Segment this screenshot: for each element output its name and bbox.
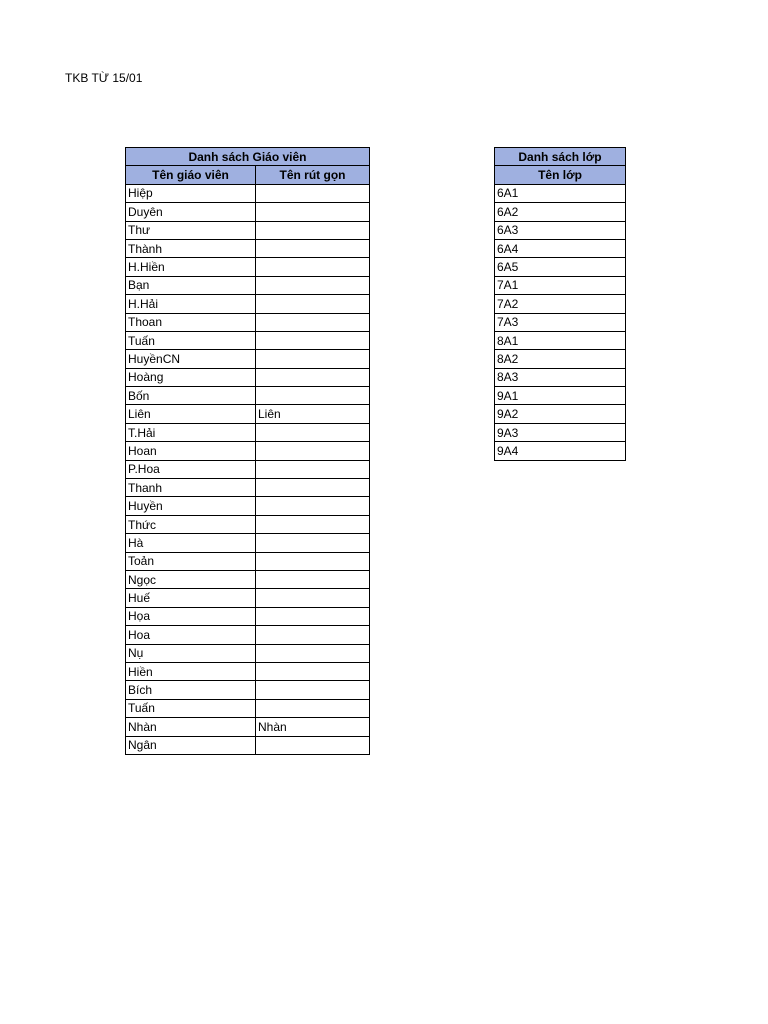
teacher-name-cell[interactable]: Tuấn [126, 699, 256, 717]
teacher-row [126, 570, 370, 588]
teacher-row [126, 276, 370, 294]
class-row [495, 258, 626, 276]
short-name-cell[interactable] [256, 479, 370, 497]
teacher-row [126, 295, 370, 313]
teacher-row [126, 736, 370, 754]
teacher-name-cell[interactable]: Liên [126, 405, 256, 423]
teacher-row [126, 258, 370, 276]
class-name-cell[interactable]: 7A3 [495, 313, 626, 331]
class-name-cell[interactable]: 8A3 [495, 368, 626, 386]
short-name-cell[interactable] [256, 607, 370, 625]
short-name-cell[interactable] [256, 258, 370, 276]
class-row [495, 405, 626, 423]
teacher-name-cell[interactable]: Thanh [126, 479, 256, 497]
class-name-cell[interactable]: 8A1 [495, 331, 626, 349]
short-name-cell[interactable] [256, 644, 370, 662]
teacher-name-cell[interactable]: Nụ [126, 644, 256, 662]
short-name-cell[interactable]: Liên [256, 405, 370, 423]
short-name-cell[interactable] [256, 239, 370, 257]
class-row [495, 184, 626, 202]
teacher-row [126, 331, 370, 349]
short-name-cell[interactable] [256, 221, 370, 239]
teacher-name-cell[interactable]: Ngọc [126, 570, 256, 588]
class-list-title: Danh sách lớp [495, 148, 626, 166]
teacher-name-cell[interactable]: Thức [126, 515, 256, 533]
teacher-row [126, 368, 370, 386]
class-name-cell[interactable]: 7A2 [495, 295, 626, 313]
teacher-row [126, 589, 370, 607]
short-name-cell[interactable] [256, 515, 370, 533]
teacher-row [126, 460, 370, 478]
teacher-row [126, 239, 370, 257]
class-name-cell[interactable]: 9A2 [495, 405, 626, 423]
teacher-name-cell[interactable]: Toản [126, 552, 256, 570]
teacher-list-table [125, 147, 370, 755]
short-name-cell[interactable] [256, 736, 370, 754]
teacher-row [126, 184, 370, 202]
teacher-name-cell[interactable]: Nhàn [126, 718, 256, 736]
teacher-name-cell[interactable]: Hà [126, 534, 256, 552]
teacher-row [126, 203, 370, 221]
short-name-cell[interactable] [256, 350, 370, 368]
class-name-cell[interactable]: 9A3 [495, 423, 626, 441]
teacher-name-cell[interactable]: Huyền [126, 497, 256, 515]
class-row [495, 387, 626, 405]
teacher-name-cell[interactable]: Hoàng [126, 368, 256, 386]
class-row [495, 295, 626, 313]
teacher-row [126, 221, 370, 239]
teacher-name-cell[interactable]: Thoan [126, 313, 256, 331]
teacher-name-cell[interactable]: P.Hoa [126, 460, 256, 478]
teacher-name-cell[interactable]: Bích [126, 681, 256, 699]
class-row [495, 313, 626, 331]
short-name-cell[interactable] [256, 442, 370, 460]
teacher-row [126, 405, 370, 423]
short-name-cell[interactable] [256, 570, 370, 588]
short-name-cell[interactable] [256, 184, 370, 202]
class-list-table [494, 147, 626, 461]
short-name-cell[interactable] [256, 497, 370, 515]
short-name-cell[interactable] [256, 276, 370, 294]
teacher-row [126, 442, 370, 460]
teacher-row [126, 644, 370, 662]
class-name-cell[interactable]: 6A2 [495, 203, 626, 221]
teacher-row [126, 718, 370, 736]
class-name-cell[interactable]: 6A4 [495, 239, 626, 257]
teacher-name-cell[interactable]: Hiền [126, 662, 256, 680]
teacher-row [126, 681, 370, 699]
teacher-row [126, 607, 370, 625]
class-name-cell[interactable]: 9A1 [495, 387, 626, 405]
short-name-cell[interactable] [256, 534, 370, 552]
column-header-class-name: Tên lớp [495, 166, 626, 184]
teacher-row [126, 350, 370, 368]
class-row [495, 423, 626, 441]
column-header-short-name: Tên rút gọn [256, 166, 370, 184]
class-name-cell[interactable]: 6A5 [495, 258, 626, 276]
teacher-name-cell[interactable]: Hoan [126, 442, 256, 460]
class-name-cell[interactable]: 6A1 [495, 184, 626, 202]
teacher-row [126, 699, 370, 717]
class-row [495, 331, 626, 349]
short-name-cell[interactable] [256, 331, 370, 349]
teacher-row [126, 497, 370, 515]
teacher-row [126, 662, 370, 680]
teacher-name-cell[interactable]: H.Hiền [126, 258, 256, 276]
teacher-name-cell[interactable]: Tuấn [126, 331, 256, 349]
teacher-name-cell[interactable]: T.Hải [126, 423, 256, 441]
short-name-cell[interactable] [256, 313, 370, 331]
teacher-name-cell[interactable]: Họa [126, 607, 256, 625]
teacher-row [126, 534, 370, 552]
short-name-cell[interactable] [256, 203, 370, 221]
short-name-cell[interactable] [256, 626, 370, 644]
short-name-cell[interactable] [256, 387, 370, 405]
class-row [495, 221, 626, 239]
class-name-cell[interactable]: 7A1 [495, 276, 626, 294]
teacher-row [126, 552, 370, 570]
short-name-cell[interactable]: Nhàn [256, 718, 370, 736]
class-row [495, 368, 626, 386]
short-name-cell[interactable] [256, 552, 370, 570]
class-row [495, 203, 626, 221]
teacher-list-body [126, 184, 370, 754]
teacher-name-cell[interactable]: Bốn [126, 387, 256, 405]
teacher-name-cell[interactable]: Hiệp [126, 184, 256, 202]
teacher-name-cell[interactable]: Thư [126, 221, 256, 239]
class-row [495, 239, 626, 257]
short-name-cell[interactable] [256, 423, 370, 441]
short-name-cell[interactable] [256, 295, 370, 313]
short-name-cell[interactable] [256, 662, 370, 680]
class-row [495, 350, 626, 368]
page-title: TKB TỪ 15/01 [65, 71, 143, 85]
class-list-body [495, 184, 626, 460]
class-row [495, 276, 626, 294]
teacher-name-cell[interactable]: Huế [126, 589, 256, 607]
short-name-cell[interactable] [256, 368, 370, 386]
short-name-cell[interactable] [256, 699, 370, 717]
class-name-cell[interactable]: 6A3 [495, 221, 626, 239]
column-header-teacher-name: Tên giáo viên [126, 166, 256, 184]
teacher-row [126, 479, 370, 497]
teacher-name-cell[interactable]: HuyềnCN [126, 350, 256, 368]
teacher-name-cell[interactable]: Duyên [126, 203, 256, 221]
teacher-name-cell[interactable]: H.Hải [126, 295, 256, 313]
short-name-cell[interactable] [256, 460, 370, 478]
teacher-row [126, 626, 370, 644]
teacher-row [126, 423, 370, 441]
teacher-row [126, 313, 370, 331]
class-name-cell[interactable]: 9A4 [495, 442, 626, 460]
class-row [495, 442, 626, 460]
teacher-name-cell[interactable]: Hoa [126, 626, 256, 644]
teacher-row [126, 387, 370, 405]
class-name-cell[interactable]: 8A2 [495, 350, 626, 368]
teacher-row [126, 515, 370, 533]
short-name-cell[interactable] [256, 681, 370, 699]
short-name-cell[interactable] [256, 589, 370, 607]
teacher-list-title: Danh sách Giáo viên [126, 148, 370, 166]
teacher-name-cell[interactable]: Thành [126, 239, 256, 257]
teacher-name-cell[interactable]: Bạn [126, 276, 256, 294]
teacher-name-cell[interactable]: Ngân [126, 736, 256, 754]
